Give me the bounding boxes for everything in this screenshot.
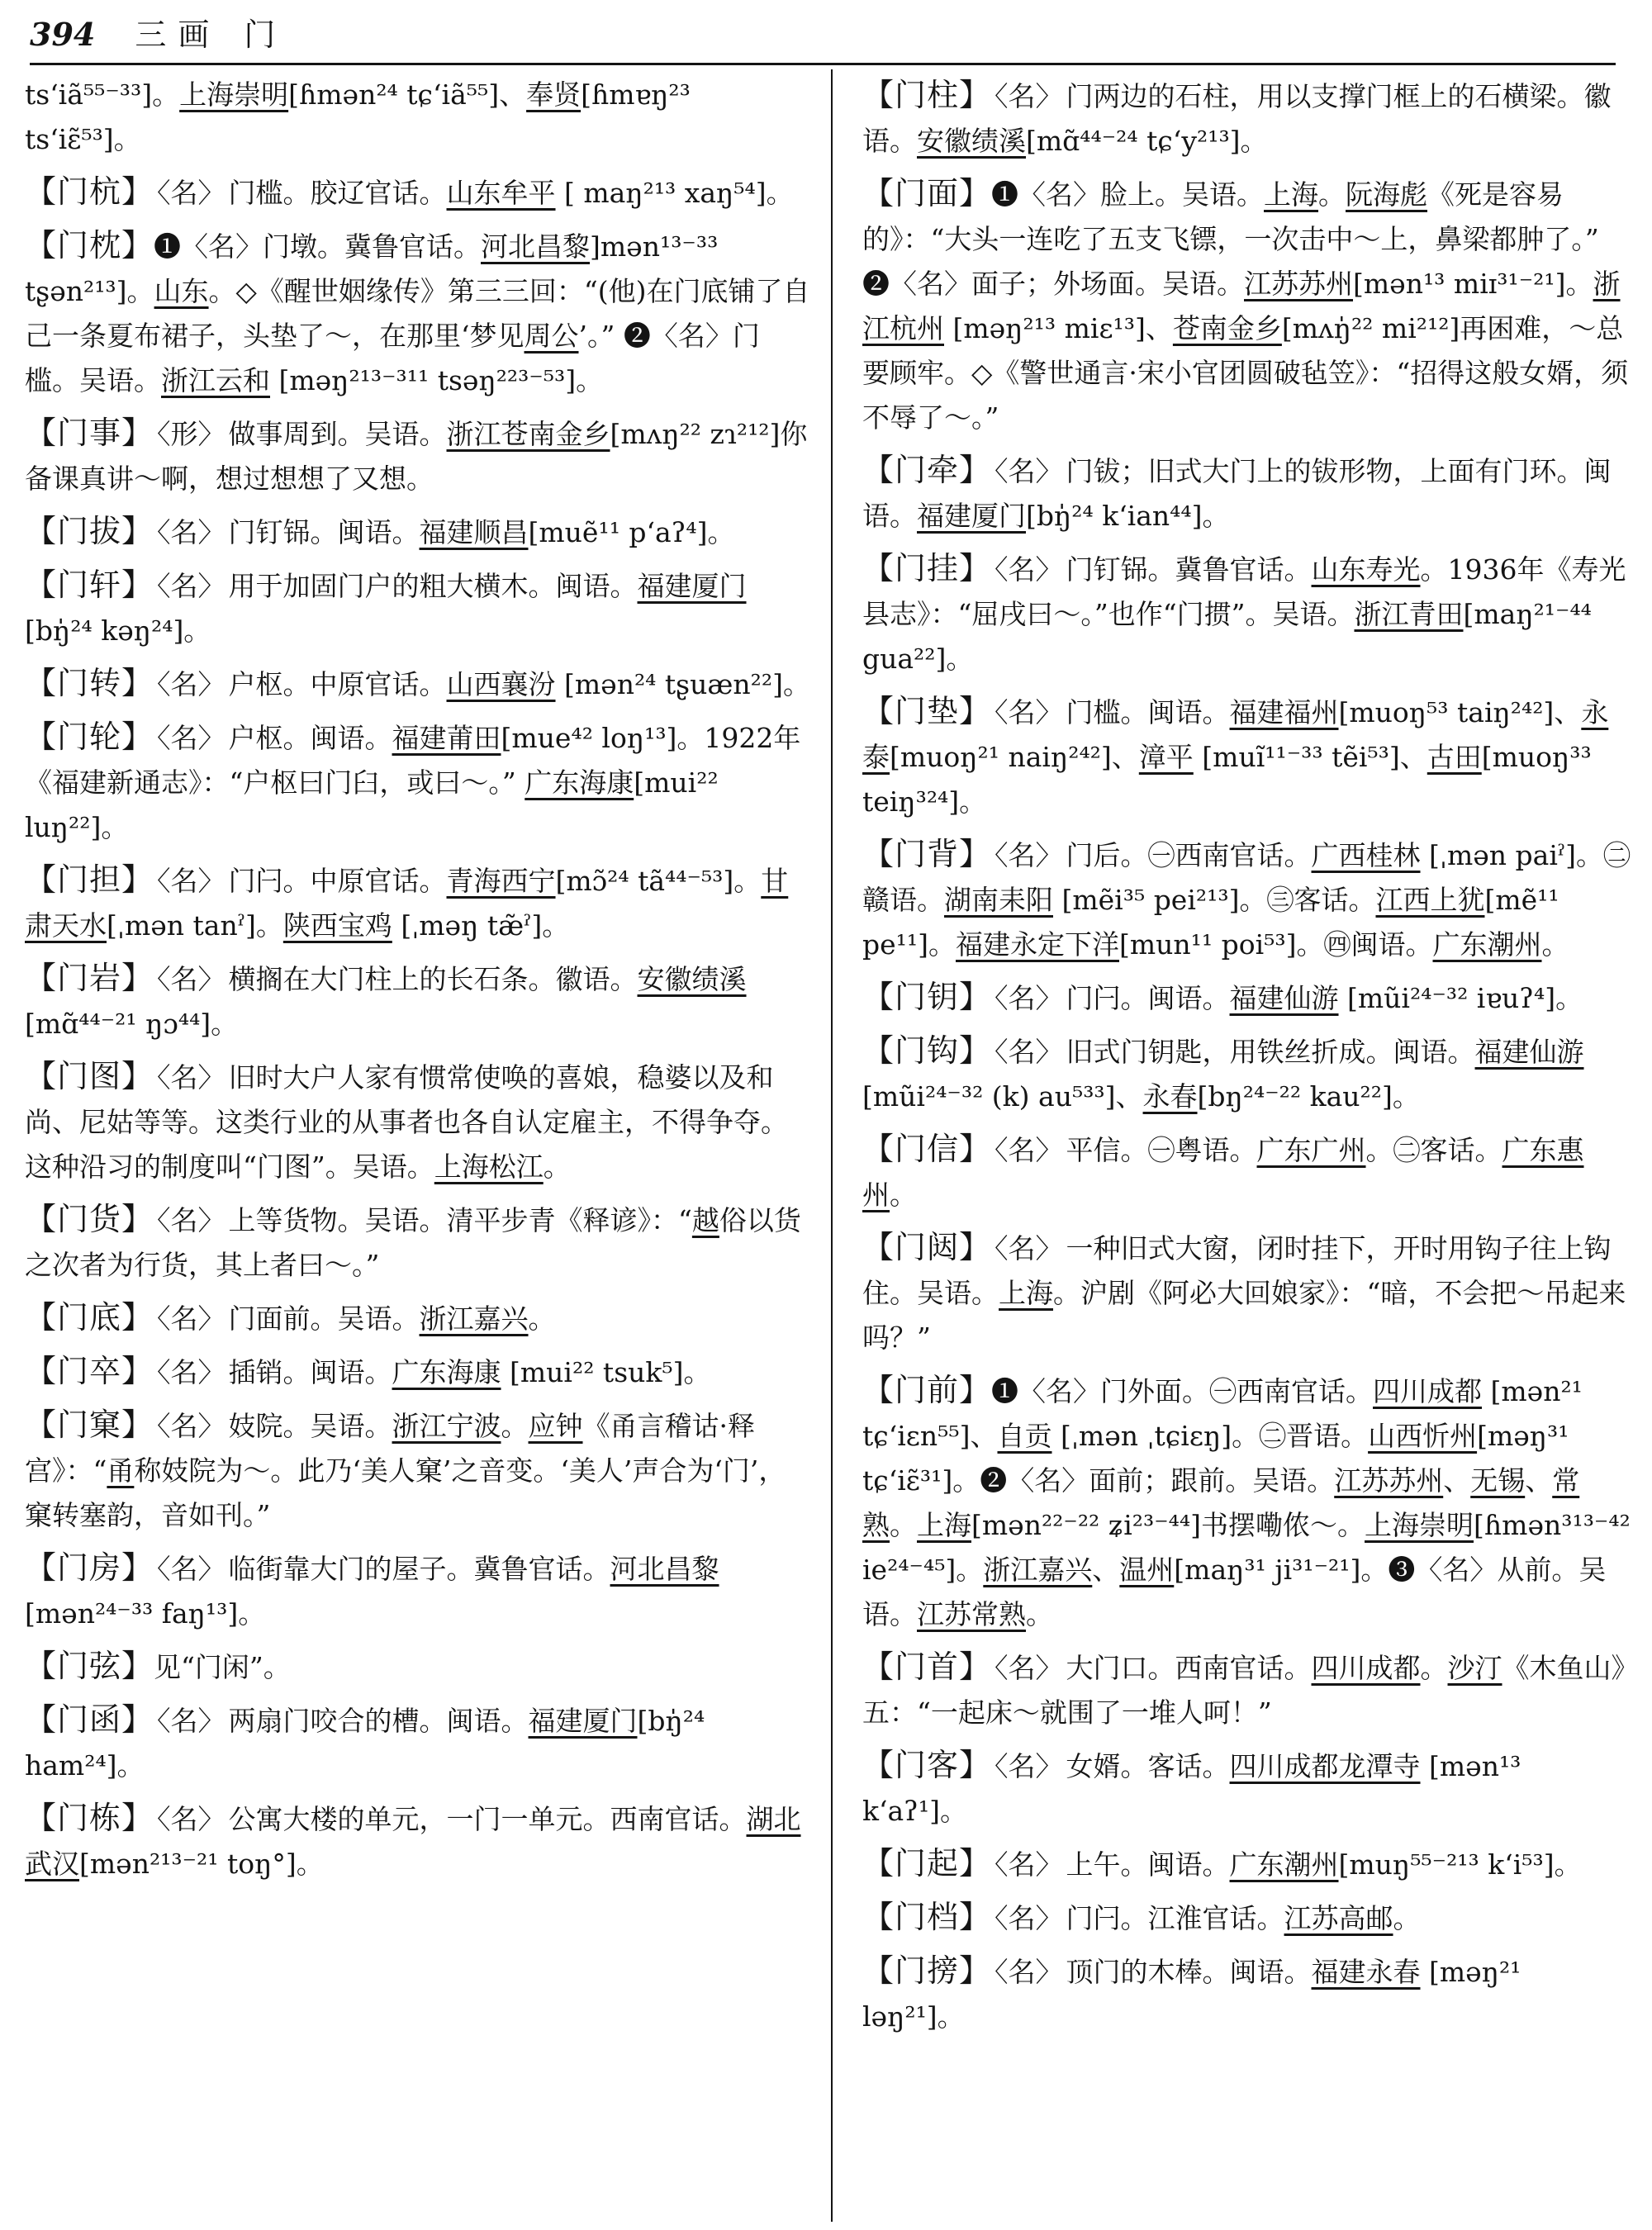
entry-text: 称妓院为～。此乃‘美人窠’之音变。‘美人’声合为‘门’，窠转塞韵，音如刊。”	[25, 1454, 786, 1531]
place-name: 福建顺昌	[419, 516, 529, 548]
place-name: 广西桂林	[1311, 839, 1421, 871]
entry-text: 用于加固门户的粗大横木。闽语。	[228, 570, 638, 602]
entry-text: [mẽ¹¹ pe¹¹]。	[862, 884, 1559, 961]
entry-text: [ˌmən ˌtɕiɛŋ]。㊁晋语。	[1051, 1420, 1369, 1452]
entry-text: [mũi²⁴⁻³² iɐuʔ⁴]。	[1338, 982, 1583, 1014]
entry-text: [mui²² luŋ²²]。	[25, 766, 719, 843]
entry-text: 门钉铞。闽语。	[228, 516, 420, 548]
entry-headword: 【门前】	[862, 1372, 992, 1408]
dictionary-entry	[25, 169, 811, 216]
dictionary-entry	[25, 1796, 811, 1886]
place-name: 福建厦门	[528, 1705, 638, 1737]
entry-text: [ɦmən³¹³⁻⁴² ie²⁴⁻⁴⁵]。	[862, 1509, 1631, 1586]
dictionary-entry	[862, 171, 1631, 440]
entry-text: [məŋ²¹ ləŋ²¹]。	[862, 1956, 1521, 2033]
entry-headword: 【门柱】	[862, 77, 992, 113]
part-of-speech: 〈名〉	[995, 1750, 1063, 1782]
entry-text: 。◇《醒世姻缘传》第三三回：“(他)在门底铺了自己一条夏布裙子，头垫了～，在那里‘梦见	[25, 275, 810, 352]
place-name: 永春	[1142, 1080, 1198, 1113]
place-name: 广东潮州	[1229, 1848, 1339, 1881]
entry-headword: 【门钥】	[862, 979, 992, 1015]
part-of-speech: 〈名〉	[995, 1848, 1063, 1881]
entry-text: 旧时大户人家有惯常使唤的喜娘，稳婆以及和尚、尼姑等等。这类行业的从事者也各自认定雇主，不得争夺。这种沿习的制度叫“门图”。吴语。	[25, 1061, 788, 1183]
part-of-speech: 〈名〉	[995, 553, 1063, 586]
entry-text: [mən²⁴ tʂuæn²²]。	[555, 668, 810, 700]
header-rule	[30, 63, 1616, 65]
dictionary-entry	[862, 546, 1631, 681]
entry-text: 两扇门咬合的槽。闽语。	[228, 1705, 529, 1737]
entry-text: 门两边的石柱，用以支撑门框上的石横梁。徽语。	[862, 80, 1612, 157]
dictionary-entry	[25, 1402, 811, 1538]
entry-text: [mən¹³ miɪ³¹⁻²¹]。	[1353, 268, 1593, 300]
section-char: 门	[244, 17, 276, 53]
dictionary-entry	[25, 410, 811, 501]
entry-text: [mun¹¹ poi⁵³]。㊃闽语。	[1119, 928, 1433, 961]
entry-text: [mũi²⁴⁻³² (k) au⁵³³]、	[862, 1080, 1143, 1113]
entry-text: 俗以货之次者为行货，其上者曰～。”	[25, 1204, 801, 1281]
entry-headword: 【门背】	[862, 836, 992, 872]
part-of-speech: 〈名〉	[995, 839, 1063, 871]
place-name: 江西上犹	[1375, 884, 1485, 916]
entry-text: 插销。闽语。	[228, 1356, 392, 1388]
dictionary-entry	[25, 223, 811, 403]
entry-text: 大门口。西南官话。	[1066, 1652, 1312, 1684]
place-name: 福建仙游	[1229, 982, 1339, 1014]
place-name: 永泰	[862, 696, 1609, 773]
dictionary-entry	[25, 857, 811, 948]
entry-text: 。沪剧《阿必大回娘家》：“暗，不会把～吊起来吗？”	[862, 1277, 1626, 1354]
entry-text: 横搁在大门柱上的长石条。徽语。	[228, 963, 638, 995]
place-name: 广东广州	[1256, 1134, 1366, 1166]
right-column	[862, 73, 1631, 2047]
entry-text: [mən²⁴⁻³³ faŋ¹³]。	[25, 1597, 266, 1630]
dictionary-entry	[862, 832, 1631, 967]
entry-text: [muoŋ⁵³ taiŋ²⁴²]、	[1338, 696, 1582, 728]
place-name: 上海	[1264, 178, 1319, 211]
place-name: 上海	[917, 1509, 971, 1541]
entry-headword: 【门牵】	[862, 452, 992, 488]
entry-headword: 【门搒】	[862, 1952, 992, 1989]
place-name: 四川成都	[1373, 1375, 1483, 1407]
entry-text: [mən²²⁻²² ʑi²³⁻⁴⁴]书摆嘞侬～。	[971, 1509, 1365, 1541]
entry-text: [mʌŋ²² zɿ²¹²]你备课真讲～啊，想过想想了又想。	[25, 418, 808, 495]
entry-headword: 【门岩】	[25, 960, 154, 996]
part-of-speech: 〈名〉	[157, 963, 225, 995]
entry-headword: 【门面】	[862, 175, 992, 211]
place-name: 浙江苍南金乡	[446, 418, 610, 450]
place-name: 陕西宝鸡	[282, 909, 392, 942]
entry-text: [məŋ²¹³⁻³¹¹ tsəŋ²²³⁻⁵³]。	[270, 364, 604, 396]
entry-headword: 【门函】	[25, 1701, 154, 1738]
entry-text: 做事周到。吴语。	[228, 418, 447, 450]
part-of-speech: 〈名〉	[157, 1553, 225, 1585]
place-name: 甬	[107, 1454, 135, 1487]
dictionary-entry	[25, 1349, 811, 1395]
dictionary-entry	[25, 661, 811, 707]
place-name: 安徽绩溪	[917, 125, 1026, 157]
place-name: 古田	[1427, 741, 1482, 773]
part-of-speech: 〈名〉	[157, 1410, 225, 1442]
entry-text: 《甬言稽诂·释宫》：“	[25, 1410, 756, 1487]
entry-text: [mən²¹ tɕʻiɛn⁵⁵]、	[862, 1375, 1583, 1452]
place-name: 上海	[999, 1277, 1053, 1309]
dictionary-entry	[25, 956, 811, 1046]
place-name: 上海崇明	[179, 78, 289, 111]
entry-text: 上等货物。吴语。	[228, 1204, 447, 1236]
entry-text: 。	[1393, 1902, 1421, 1934]
place-name: 无锡	[1470, 1464, 1526, 1497]
entry-text: ❶〈名〉脸上。吴语。	[991, 178, 1265, 211]
entry-text: 门槛。闽语。	[1066, 696, 1230, 728]
entry-text: [bŋ²⁴⁻²² kau²²]。	[1197, 1080, 1420, 1113]
entry-text: 临街靠大门的屋子。冀鲁官话。	[228, 1553, 610, 1585]
place-name: 江苏苏州	[1334, 1464, 1444, 1497]
part-of-speech: 〈名〉	[995, 696, 1063, 728]
entry-text: 、	[1443, 1464, 1471, 1497]
place-name: 福建福州	[1229, 696, 1339, 728]
entry-text: [ˌmən tanˀ]。	[107, 909, 283, 942]
entry-text: [məŋ²¹³ miɛ¹³]、	[944, 312, 1173, 344]
place-name: 河北昌黎	[481, 230, 591, 263]
place-name: 福建厦门	[637, 570, 747, 602]
place-name: 河北昌黎	[610, 1553, 719, 1585]
place-name: 漳平	[1138, 741, 1194, 773]
place-name: 山东	[154, 275, 209, 307]
entry-text: [maŋ²¹⁻⁴⁴ gua²²]。	[862, 598, 1592, 675]
entry-text: 门槛。胶辽官话。	[228, 177, 447, 209]
part-of-speech: 〈名〉	[995, 80, 1063, 112]
dictionary-entry	[862, 689, 1631, 824]
entry-text: 。	[1026, 1598, 1053, 1630]
part-of-speech: 〈名〉	[995, 1956, 1063, 1988]
entry-text: [ˌmən paiˀ]。㊁赣语。	[862, 839, 1631, 916]
part-of-speech: 〈名〉	[995, 1902, 1063, 1934]
entry-headword: 【门轩】	[25, 567, 154, 603]
entry-text: [bŋ̍²⁴ kʻian⁴⁴]。	[1026, 500, 1230, 532]
entry-text: 。	[501, 1410, 529, 1442]
part-of-speech: 〈名〉	[995, 1134, 1063, 1166]
dictionary-entry	[25, 1295, 811, 1341]
entry-text: 户枢。中原官话。	[228, 668, 447, 700]
entry-text: [maŋ³¹ ji³¹⁻²¹]。❸〈名〉从前。吴语。	[862, 1554, 1607, 1630]
dictionary-entry	[862, 1028, 1631, 1119]
place-name: 上海崇明	[1365, 1509, 1474, 1541]
entry-headword: 【门货】	[25, 1201, 154, 1237]
place-name: 四川成都	[1311, 1652, 1421, 1684]
entry-text: 顶门的木棒。闽语。	[1066, 1956, 1312, 1988]
entry-text: [mɑ̃⁴⁴⁻²⁴ tɕʻy²¹³]。	[1026, 125, 1268, 157]
entry-text: 女婿。客话。	[1066, 1750, 1230, 1782]
entry-text: 户枢。闽语。	[228, 722, 392, 754]
dictionary-entry	[25, 1545, 811, 1636]
part-of-speech: 〈形〉	[157, 418, 225, 450]
place-name: 广东惠州	[862, 1134, 1584, 1211]
place-name: 甘肃天水	[25, 865, 789, 942]
place-name: 常熟	[862, 1464, 1580, 1541]
place-name: 江苏常熟	[917, 1598, 1026, 1630]
dictionary-entry	[25, 509, 811, 555]
place-name: 福建永定下洋	[956, 928, 1119, 961]
place-name: 福建永春	[1311, 1956, 1421, 1988]
page-number: 394	[30, 16, 96, 53]
entry-headword: 【门转】	[25, 665, 154, 701]
entry-text: 见“门闲”。	[154, 1651, 291, 1683]
entry-headword: 【门起】	[862, 1845, 992, 1881]
dictionary-entry	[862, 1225, 1631, 1360]
entry-text: 妓院。吴语。	[228, 1410, 392, 1442]
place-name: 湖北武汉	[25, 1803, 801, 1880]
entry-headword: 【门枕】	[25, 227, 154, 263]
entry-headword: 【门客】	[862, 1747, 992, 1783]
part-of-speech: 〈名〉	[157, 177, 225, 209]
part-of-speech: 〈名〉	[157, 722, 225, 754]
place-name: 广东潮州	[1432, 928, 1542, 961]
entry-text: ’。” ❷〈名〉门槛。吴语。	[25, 320, 760, 396]
entry-text: 。	[890, 1179, 917, 1211]
entry-text: [ɦmən²⁴ tɕʻiã⁵⁵]、	[288, 78, 527, 111]
entry-headword: 【门卒】	[25, 1353, 154, 1389]
place-name: 福建莆田	[392, 722, 501, 754]
entry-text: 旧式门钥匙，用铁丝折成。闽语。	[1066, 1036, 1475, 1068]
entry-headword: 【门挂】	[862, 550, 992, 586]
entry-headword: 【门栋】	[25, 1800, 154, 1836]
page-header	[30, 8, 1632, 61]
entry-headword: 【门钩】	[862, 1032, 992, 1069]
dictionary-entry	[862, 73, 1631, 164]
entry-text: 、	[1525, 1464, 1553, 1497]
dictionary-entry	[25, 562, 811, 653]
place-name: 山东寿光	[1311, 553, 1421, 586]
entry-text: ❶〈名〉门外面。㊀西南官话。	[991, 1375, 1374, 1407]
part-of-speech: 〈名〉	[995, 1036, 1063, 1068]
entry-text: [mue⁴² loŋ¹³]。1922年《福建新通志》：“户枢曰门臼，或曰～。”	[25, 722, 801, 799]
entry-text: 。	[528, 1302, 556, 1335]
place-name: 奉贤	[526, 78, 582, 111]
place-name: 安徽绩溪	[637, 963, 747, 995]
part-of-speech: 〈名〉	[157, 570, 225, 602]
entry-text: [muẽ¹¹ pʻaʔ⁴]。	[528, 516, 735, 548]
entry-text: 。	[890, 1509, 917, 1541]
entry-text: [mən¹³ kʻaʔ¹]。	[862, 1750, 1521, 1827]
entry-text: 。	[1420, 1652, 1448, 1684]
dictionary-entry	[862, 1127, 1631, 1217]
dictionary-entry	[25, 1054, 811, 1189]
entry-text: ❶〈名〉门墩。冀鲁官话。	[154, 230, 482, 263]
entry-text: [mʌŋ̍²² mi²¹²]再困难，～总要顾牢。◇《警世通言·宋小官团圆破毡笠》：“招得这般女婿，须不辱了～。”	[862, 312, 1629, 434]
entry-text: 上午。闽语。	[1066, 1848, 1230, 1881]
entry-headword: 【门担】	[25, 861, 154, 898]
part-of-speech: 〈名〉	[157, 865, 225, 897]
entry-headword: 【门杭】	[25, 173, 154, 210]
entry-text: [muoŋ³³ teiŋ³²⁴]。	[862, 741, 1592, 818]
section-label: 三画	[135, 17, 221, 53]
dictionary-entry	[862, 1368, 1631, 1637]
entry-text: 《死是容易的》：“大头一连吃了五支飞镖，一次击中～上，鼻梁都肿了。” ❷〈名〉面子；外场面。吴语。	[862, 178, 1599, 300]
entry-text: ]mən¹³⁻³³ tʂən²¹³]。	[25, 230, 719, 307]
place-name: 浙江云和	[161, 364, 270, 396]
entry-text: [mɑ̃⁴⁴⁻²¹ ŋɔ⁴⁴]。	[25, 1008, 239, 1040]
part-of-speech: 〈名〉	[995, 1232, 1063, 1264]
dictionary-entry	[25, 1197, 811, 1288]
dictionary-entry	[862, 1895, 1631, 1941]
place-name: 山东牟平	[446, 177, 556, 209]
dictionary-entry	[862, 1743, 1631, 1834]
dictionary-entry	[25, 714, 811, 850]
place-name: 山西忻州	[1368, 1420, 1478, 1452]
part-of-speech: 〈名〉	[157, 1803, 225, 1835]
place-name: 福建厦门	[917, 500, 1026, 532]
entry-headword: 【门轮】	[25, 719, 154, 755]
part-of-speech: 〈名〉	[157, 516, 225, 548]
place-name: 广东海康	[525, 766, 634, 799]
entry-text: 清平步青《释谚》：“	[446, 1204, 692, 1236]
entry-headword: 【门信】	[862, 1131, 992, 1167]
place-name: 山西襄汾	[446, 668, 556, 700]
entry-headword: 【门垫】	[862, 693, 992, 729]
place-name: 浙江嘉兴	[983, 1554, 1093, 1586]
place-name: 湖南耒阳	[944, 884, 1053, 916]
part-of-speech: 〈名〉	[995, 1652, 1063, 1684]
dictionary-entry	[862, 975, 1631, 1021]
entry-text: 门闩。闽语。	[1066, 982, 1230, 1014]
entry-text: 门后。㊀西南官话。	[1066, 839, 1312, 871]
entry-text: [ɦmɐŋ²³ tsʻiɛ̃⁵³]。	[25, 78, 691, 155]
place-name: 温州	[1119, 1554, 1175, 1586]
entry-text: [muŋ⁵⁵⁻²¹³ kʻi⁵³]。	[1338, 1848, 1582, 1881]
place-name: 浙江青田	[1354, 598, 1464, 630]
entry-headword: 【门事】	[25, 415, 154, 451]
entry-text: [bŋ̍²⁴ ham²⁴]。	[25, 1705, 705, 1782]
entry-text: 一种旧式大窗，闭时挂下，开时用钩子往上钩住。吴语。	[862, 1232, 1612, 1309]
place-name: 周公	[524, 320, 579, 352]
part-of-speech: 〈名〉	[157, 1705, 225, 1737]
place-name: 福建仙游	[1474, 1036, 1584, 1068]
part-of-speech: 〈名〉	[995, 982, 1063, 1014]
entry-text: 门钹；旧式大门上的钹形物，上面有门环。闽语。	[862, 455, 1612, 532]
entry-text: 门面前。吴语。	[228, 1302, 420, 1335]
entry-text: 。㊁客话。	[1365, 1134, 1502, 1166]
entry-headword: 【门底】	[25, 1299, 154, 1336]
entry-text: [məŋ³¹ tɕʻiɛ̃³¹]。❷〈名〉面前；跟前。吴语。	[862, 1420, 1569, 1497]
entry-text: 门钉铞。冀鲁官话。	[1066, 553, 1312, 586]
place-name: 应钟	[528, 1410, 583, 1442]
entry-text: [bŋ̍²⁴ kəŋ²⁴]。	[25, 614, 211, 647]
entry-headword: 【门弦】	[25, 1648, 154, 1684]
place-name: 青海西宁	[446, 865, 556, 897]
dictionary-entry	[862, 1644, 1631, 1735]
place-name: 自贡	[997, 1420, 1052, 1452]
entry-text: 。	[1318, 178, 1346, 211]
entry-text: 。	[1541, 928, 1569, 961]
entry-headword: 【门窠】	[25, 1407, 154, 1443]
entry-text: 。1936年《寿光县志》：“屈戌曰～。”也作“门掼”。吴语。	[862, 553, 1626, 630]
entry-headword: 【门闼】	[862, 1229, 992, 1265]
place-name: 上海松江	[434, 1151, 544, 1183]
place-name: 越	[691, 1204, 719, 1236]
place-name: 浙江杭州	[862, 268, 1621, 344]
place-name: 阮海彪	[1346, 178, 1428, 211]
place-name: 浙江宁波	[392, 1410, 501, 1442]
place-name: 苍南金乡	[1172, 312, 1282, 344]
part-of-speech: 〈名〉	[157, 1204, 225, 1236]
entry-text: [ˌməŋ tæ̃ˀ]。	[392, 909, 570, 942]
entry-text: 《木鱼山》五：“一起床～就围了一堆人呵！”	[862, 1652, 1626, 1729]
place-name: 沙汀	[1447, 1652, 1502, 1684]
place-name: 四川成都龙潭寺	[1229, 1750, 1421, 1782]
place-name: 浙江嘉兴	[419, 1302, 529, 1335]
entry-text: [mẽi³⁵ pei²¹³]。㊂客话。	[1053, 884, 1376, 916]
part-of-speech: 〈名〉	[157, 1302, 225, 1335]
entry-headword: 【门图】	[25, 1058, 154, 1094]
column-divider	[831, 69, 833, 2222]
entry-text: 、	[1092, 1554, 1120, 1586]
entry-headword: 【门首】	[862, 1649, 992, 1685]
entry-text: 平信。㊀粤语。	[1066, 1134, 1257, 1166]
entry-text: [mɔ̃²⁴ tã⁴⁴⁻⁵³]。	[555, 865, 762, 897]
entry-text: 门闩。中原官话。	[228, 865, 447, 897]
entry-text: tsʻiã⁵⁵⁻³³]。	[25, 78, 180, 111]
part-of-speech: 〈名〉	[157, 1061, 225, 1094]
entry-text: [mən²¹³⁻²¹ toŋ°]。	[79, 1848, 324, 1880]
entry-headword: 【门拔】	[25, 513, 154, 549]
dictionary-entry	[862, 448, 1631, 539]
place-name: 广东海康	[392, 1356, 501, 1388]
entry-text: [muĩ¹¹⁻³³ tẽi⁵³]、	[1193, 741, 1427, 773]
dictionary-entry	[862, 1841, 1631, 1887]
part-of-speech: 〈名〉	[157, 1356, 225, 1388]
entry-text: [mui²² tsuk⁵]。	[501, 1356, 711, 1388]
dictionary-entry	[25, 1644, 811, 1690]
entry-text: 门闩。江淮官话。	[1066, 1902, 1284, 1934]
place-name: 江苏高邮	[1284, 1902, 1393, 1934]
dictionary-entry	[25, 73, 811, 162]
dictionary-entry	[862, 1948, 1631, 2039]
place-name: 江苏苏州	[1244, 268, 1353, 300]
part-of-speech: 〈名〉	[157, 668, 225, 700]
part-of-speech: 〈名〉	[995, 455, 1063, 487]
entry-text: [muoŋ²¹ naiŋ²⁴²]、	[890, 741, 1139, 773]
dictionary-entry	[25, 1697, 811, 1788]
entry-text: [ maŋ²¹³ xaŋ⁵⁴]。	[555, 177, 794, 209]
entry-text: 公寓大楼的单元，一门一单元。西南官话。	[228, 1803, 747, 1835]
left-column	[25, 73, 811, 1894]
entry-headword: 【门档】	[862, 1899, 992, 1935]
entry-headword: 【门房】	[25, 1549, 154, 1586]
entry-text: 。	[543, 1151, 571, 1183]
